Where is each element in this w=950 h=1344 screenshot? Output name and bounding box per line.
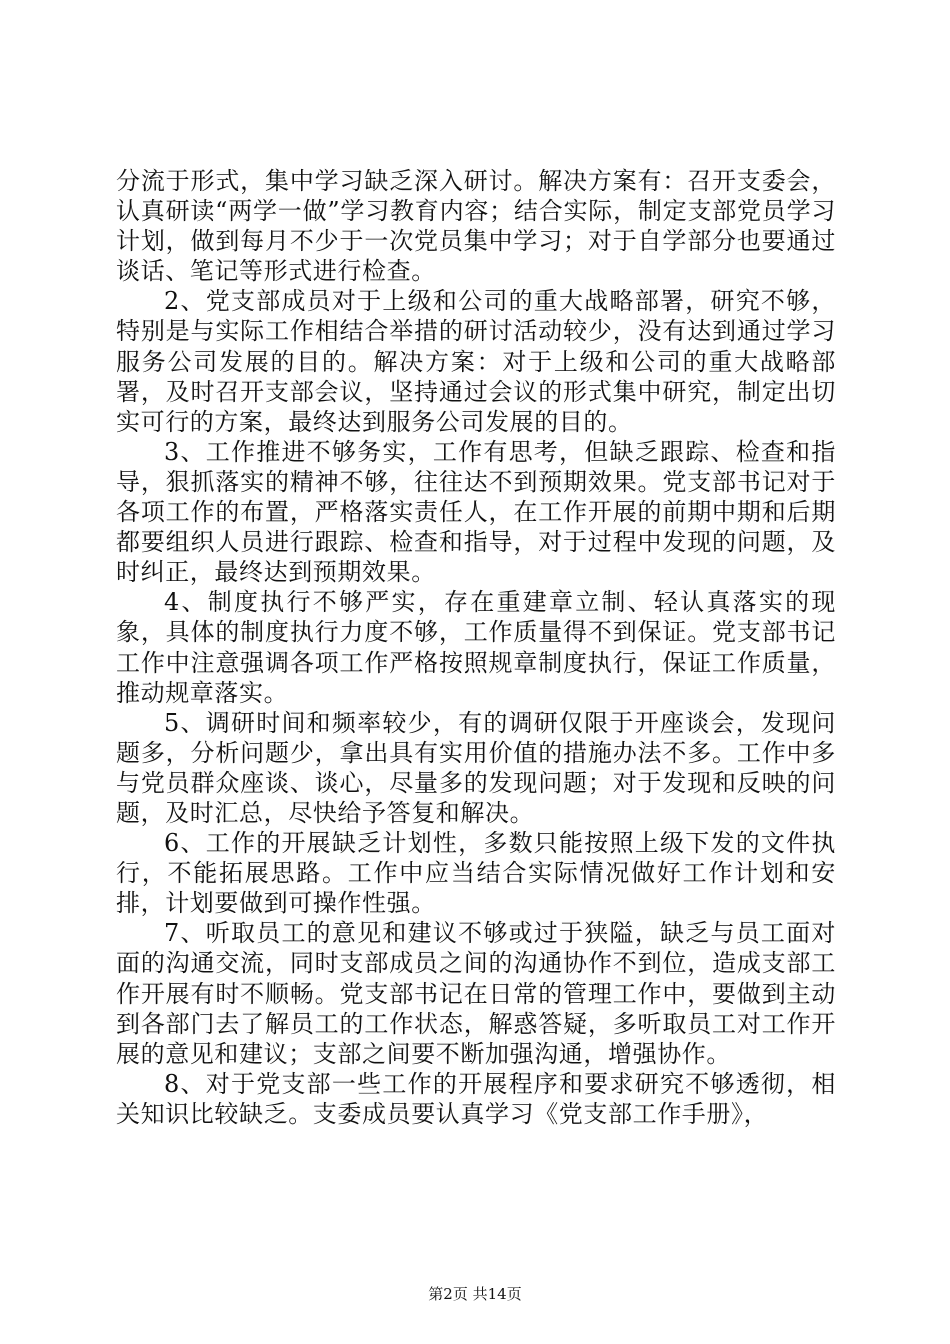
paragraph-2: 2、党支部成员对于上级和公司的重大战略部署，研究不够，特别是与实际工作相结合举措的研讨活动较少，没有达到通过学习服务公司发展的目的。解决方案：对于上级和公司的重大战略部署，及时召开支部会议，坚持通过会议的形式集中研究，制定出切实可行的方案，最终达到服务公司发展的目的。	[116, 287, 836, 436]
paragraph-5: 5、调研时间和频率较少，有的调研仅限于开座谈会，发现问题多，分析问题少，拿出具有实用价值的措施办法不多。工作中多与党员群众座谈、谈心，尽量多的发现问题；对于发现和反映的问题，及时汇总，尽快给予答复和解决。	[116, 708, 836, 827]
page-footer: 第2页 共14页	[428, 1285, 522, 1303]
paragraph-1: 分流于形式，集中学习缺乏深入研讨。解决方案有：召开支委会，认真研读“两学一做”学习教育内容；结合实际，制定支部党员学习计划，做到每月不少于一次党员集中学习；对于自学部分也要通过谈话、笔记等形式进行检查。	[116, 167, 836, 286]
paragraph-7: 7、听取员工的意见和建议不够或过于狭隘，缺乏与员工面对面的沟通交流，同时支部成员之间的沟通协作不到位，造成支部工作开展有时不顺畅。党支部书记在日常的管理工作中，要做到主动到各部门去了解员工的工作状态，解惑答疑，多听取员工对工作开展的意见和建议；支部之间要不断加强沟通，增强协作。	[116, 919, 836, 1068]
paragraph-4: 4、制度执行不够严实，存在重建章立制、轻认真落实的现象，具体的制度执行力度不够，工作质量得不到保证。党支部书记工作中注意强调各项工作严格按照规章制度执行，保证工作质量，推动规章落实。	[116, 588, 836, 707]
paragraph-6: 6、工作的开展缺乏计划性，多数只能按照上级下发的文件执行，不能拓展思路。工作中应当结合实际情况做好工作计划和安排，计划要做到可操作性强。	[116, 829, 836, 918]
paragraph-8: 8、对于党支部一些工作的开展程序和要求研究不够透彻，相关知识比较缺乏。支委成员要认真学习《党支部工作手册》，	[116, 1069, 836, 1128]
document-body	[116, 166, 836, 1129]
paragraph-3: 3、工作推进不够务实，工作有思考，但缺乏跟踪、检查和指导，狠抓落实的精神不够，往往达不到预期效果。党支部书记对于各项工作的布置，严格落实责任人，在工作开展的前期中期和后期都要组织人员进行跟踪、检查和指导，对于过程中发现的问题，及时纠正，最终达到预期效果。	[116, 437, 836, 587]
